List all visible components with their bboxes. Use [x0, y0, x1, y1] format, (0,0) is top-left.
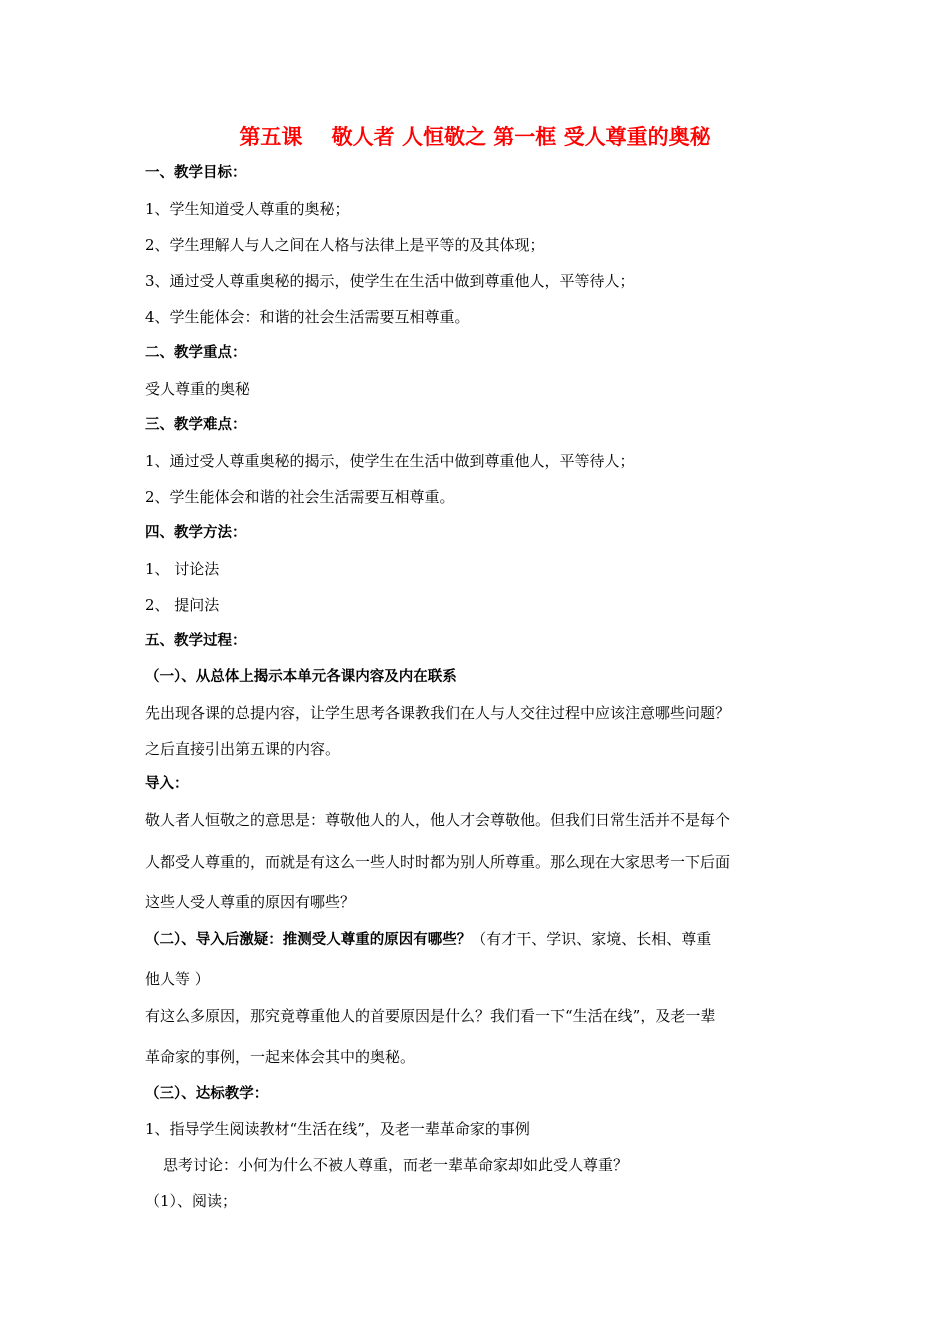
difficult-item: 1、通过受人尊重奥秘的揭示，使学生在生活中做到尊重他人，平等待人； [145, 452, 635, 470]
goals-heading: 一、教学目标： [145, 165, 247, 181]
process-heading: 五、教学过程： [145, 633, 247, 649]
part3-text: 1、指导学生阅读教材“生活在线”，及老一辈革命家的事例 [145, 1120, 530, 1138]
part3-heading: （三）、达标教学： [145, 1086, 269, 1102]
method-item: 1、 讨论法 [145, 560, 220, 578]
part2-heading: （二）、导入后激疑：推测受人尊重的原因有哪些？ [145, 932, 472, 948]
part2-text: 革命家的事例，一起来体会其中的奥秘。 [145, 1048, 416, 1066]
part2-cont: 他人等 ） [145, 970, 210, 988]
part1-heading: （一）、从总体上揭示本单元各课内容及内在联系 [145, 669, 457, 685]
goal-item: 3、通过受人尊重奥秘的揭示，使学生在生活中做到尊重他人，平等待人； [145, 272, 635, 290]
intro-text: 这些人受人尊重的原因有哪些？ [145, 893, 356, 911]
intro-text: 敬人者人恒敬之的意思是：尊敬他人的人，他人才会尊敬他。但我们日常生活并不是每个 [145, 811, 731, 829]
difficult-item: 2、学生能体会和谐的社会生活需要互相尊重。 [145, 488, 455, 506]
part1-text: 先出现各课的总提内容，让学生思考各课教我们在人与人交往过程中应该注意哪些问题？ [145, 704, 731, 722]
methods-heading: 四、教学方法： [145, 525, 247, 541]
part1-text: 之后直接引出第五课的内容。 [145, 740, 341, 758]
key-text: 受人尊重的奥秘 [145, 380, 251, 398]
document-title: 第五课 敬人者 人恒敬之 第一框 受人尊重的奥秘 [239, 125, 711, 149]
part3-text: 思考讨论：小何为什么不被人尊重，而老一辈革命家却如此受人尊重？ [163, 1156, 629, 1174]
intro-heading: 导入： [145, 776, 189, 792]
part2-text: 有这么多原因，那究竟尊重他人的首要原因是什么？我们看一下“生活在线”，及老一辈 [145, 1007, 716, 1025]
goal-item: 4、学生能体会：和谐的社会生活需要互相尊重。 [145, 308, 470, 326]
goal-item: 2、学生理解人与人之间在人格与法律上是平等的及其体现； [145, 236, 545, 254]
method-item: 2、 提问法 [145, 596, 220, 614]
intro-text: 人都受人尊重的，而就是有这么一些人时时都为别人所尊重。那么现在大家思考一下后面 [145, 853, 731, 871]
part2-inline: （有才干、学识、家境、长相、尊重 [471, 930, 712, 948]
difficult-heading: 三、教学难点： [145, 417, 247, 433]
goal-item: 1、学生知道受人尊重的奥秘； [145, 200, 350, 218]
part3-text: （1）、阅读； [145, 1192, 238, 1210]
key-heading: 二、教学重点： [145, 345, 247, 361]
part2-line [145, 928, 810, 951]
